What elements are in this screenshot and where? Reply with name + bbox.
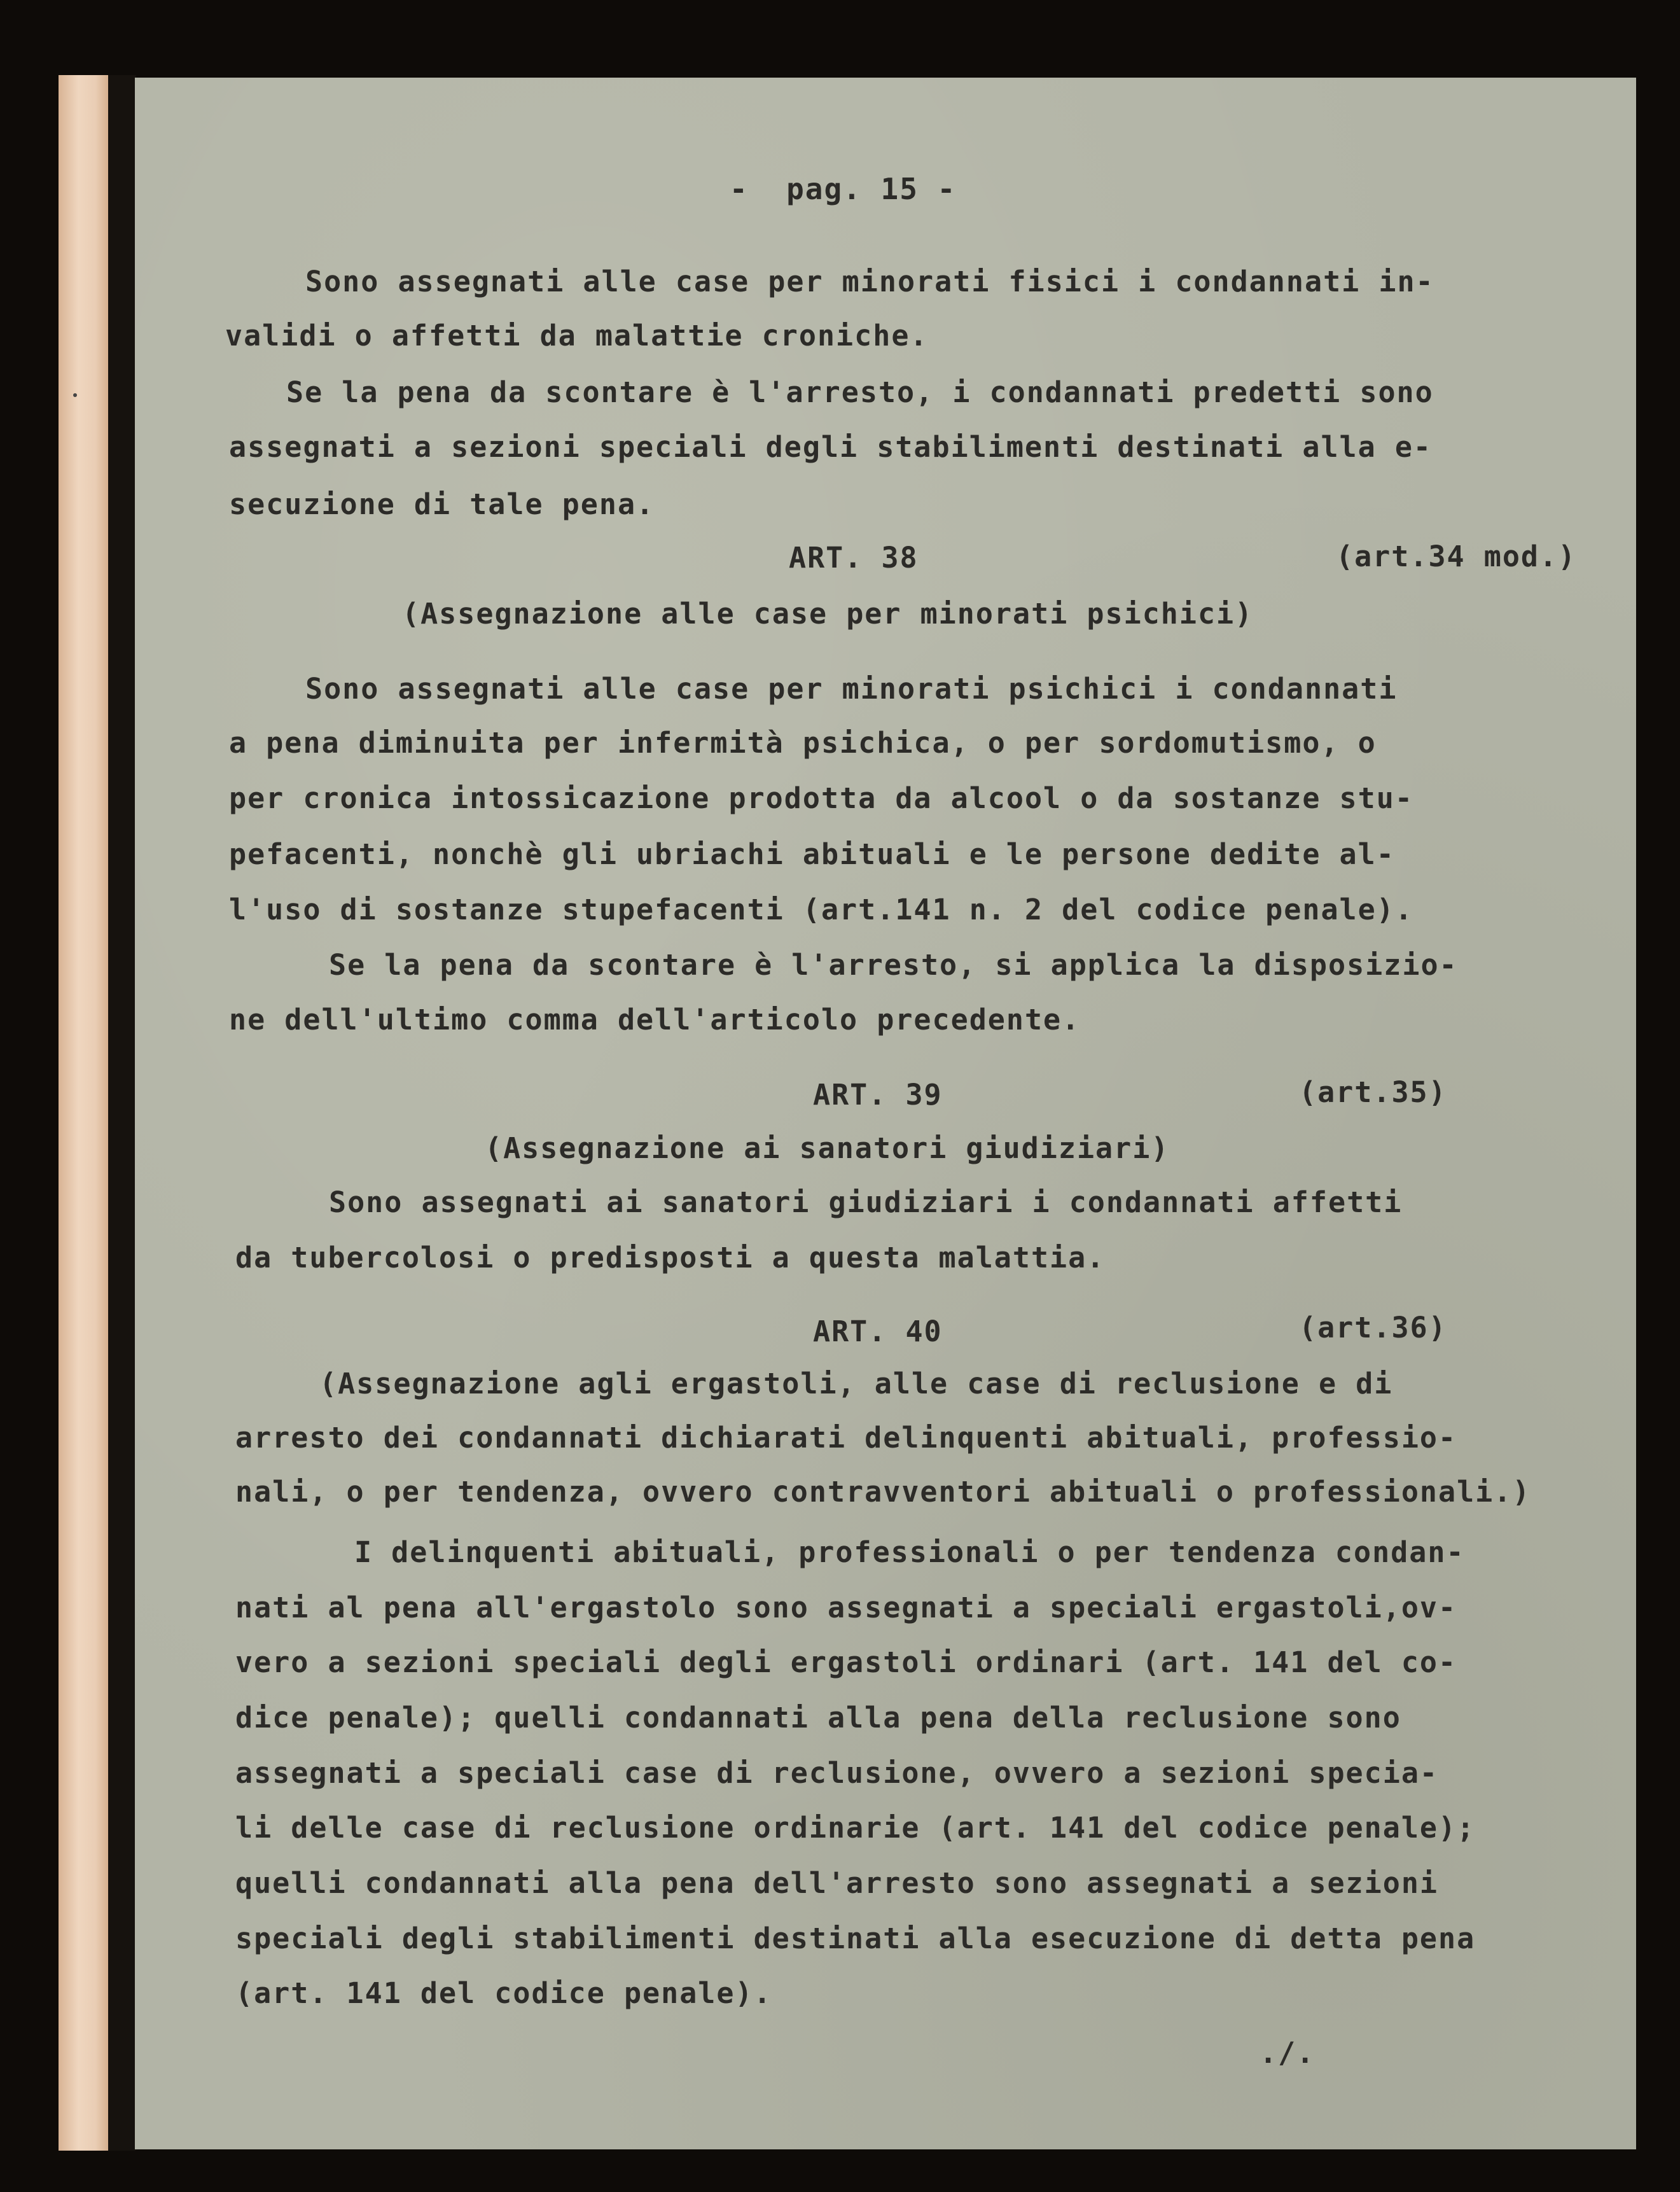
article-heading: ART. 39 xyxy=(813,1078,943,1112)
text-line: li delle case di reclusione ordinarie (art. 141 del codice penale); xyxy=(235,1811,1476,1845)
typed-page xyxy=(135,78,1636,2149)
text-line: Sono assegnati alle case per minorati fisici i condannati in- xyxy=(305,265,1434,298)
text-line: a pena diminuita per infermità psichica, o per sordomutismo, o xyxy=(229,726,1377,760)
text-line: pefacenti, nonchè gli ubriachi abituali e le persone dedite al- xyxy=(229,837,1395,871)
text-line: Se la pena da scontare è l'arresto, si applica la disposizio- xyxy=(329,948,1458,982)
text-line: dice penale); quelli condannati alla pena della reclusione sono xyxy=(235,1701,1401,1735)
article-reference: (art.36) xyxy=(1299,1311,1447,1344)
text-line: per cronica intossicazione prodotta da alcool o da sostanze stu- xyxy=(229,781,1413,815)
text-line: da tubercolosi o predisposti a questa malattia. xyxy=(235,1241,1106,1274)
continuation-mark: ./. xyxy=(1260,2036,1316,2070)
text-line: speciali degli stabilimenti destinati alla esecuzione di detta pena xyxy=(235,1922,1476,1955)
text-line: I delinquenti abituali, professionali o per tendenza condan- xyxy=(354,1535,1465,1569)
text-line: assegnati a sezioni speciali degli stabilimenti destinati alla e- xyxy=(229,430,1432,464)
article-subtitle: nali, o per tendenza, ovvero contravventori abituali o professionali.) xyxy=(235,1475,1531,1509)
article-heading: ART. 38 xyxy=(789,541,919,575)
text-line: Se la pena da scontare è l'arresto, i condannati predetti sono xyxy=(286,375,1434,409)
article-subtitle: (Assegnazione agli ergastoli, alle case di reclusione e di xyxy=(319,1367,1393,1400)
text-line: quelli condannati alla pena dell'arresto sono assegnati a sezioni xyxy=(235,1866,1438,1900)
text-line: l'uso di sostanze stupefacenti (art.141 n. 2 del codice penale). xyxy=(229,893,1413,926)
page-number-header: - pag. 15 - xyxy=(730,172,957,206)
text-line: validi o affetti da malattie croniche. xyxy=(225,319,929,353)
text-line: vero a sezioni speciali degli ergastoli ordinari (art. 141 del co- xyxy=(235,1645,1457,1679)
text-line: assegnati a speciali case di reclusione, ovvero a sezioni specia- xyxy=(235,1756,1438,1790)
text-line: nati al pena all'ergastolo sono assegnati a speciali ergastoli,ov- xyxy=(235,1591,1457,1624)
article-reference: (art.34 mod.) xyxy=(1336,540,1577,573)
speck-mark xyxy=(73,393,77,397)
article-reference: (art.35) xyxy=(1299,1075,1447,1109)
article-subtitle: (Assegnazione ai sanatori giudiziari) xyxy=(485,1131,1170,1165)
text-line: Sono assegnati alle case per minorati psichici i condannati xyxy=(305,672,1398,706)
article-subtitle: (Assegnazione alle case per minorati psichici) xyxy=(402,597,1254,631)
text-line: secuzione di tale pena. xyxy=(229,487,655,521)
binder-spine xyxy=(108,75,136,2151)
text-line: Sono assegnati ai sanatori giudiziari i condannati affetti xyxy=(329,1185,1403,1219)
article-heading: ART. 40 xyxy=(813,1315,943,1348)
binder-cover-edge xyxy=(59,75,108,2151)
article-subtitle: arresto dei condannati dichiarati delinquenti abituali, professio- xyxy=(235,1421,1457,1455)
text-line: (art. 141 del codice penale). xyxy=(235,1976,772,2010)
text-line: ne dell'ultimo comma dell'articolo precedente. xyxy=(229,1003,1081,1037)
